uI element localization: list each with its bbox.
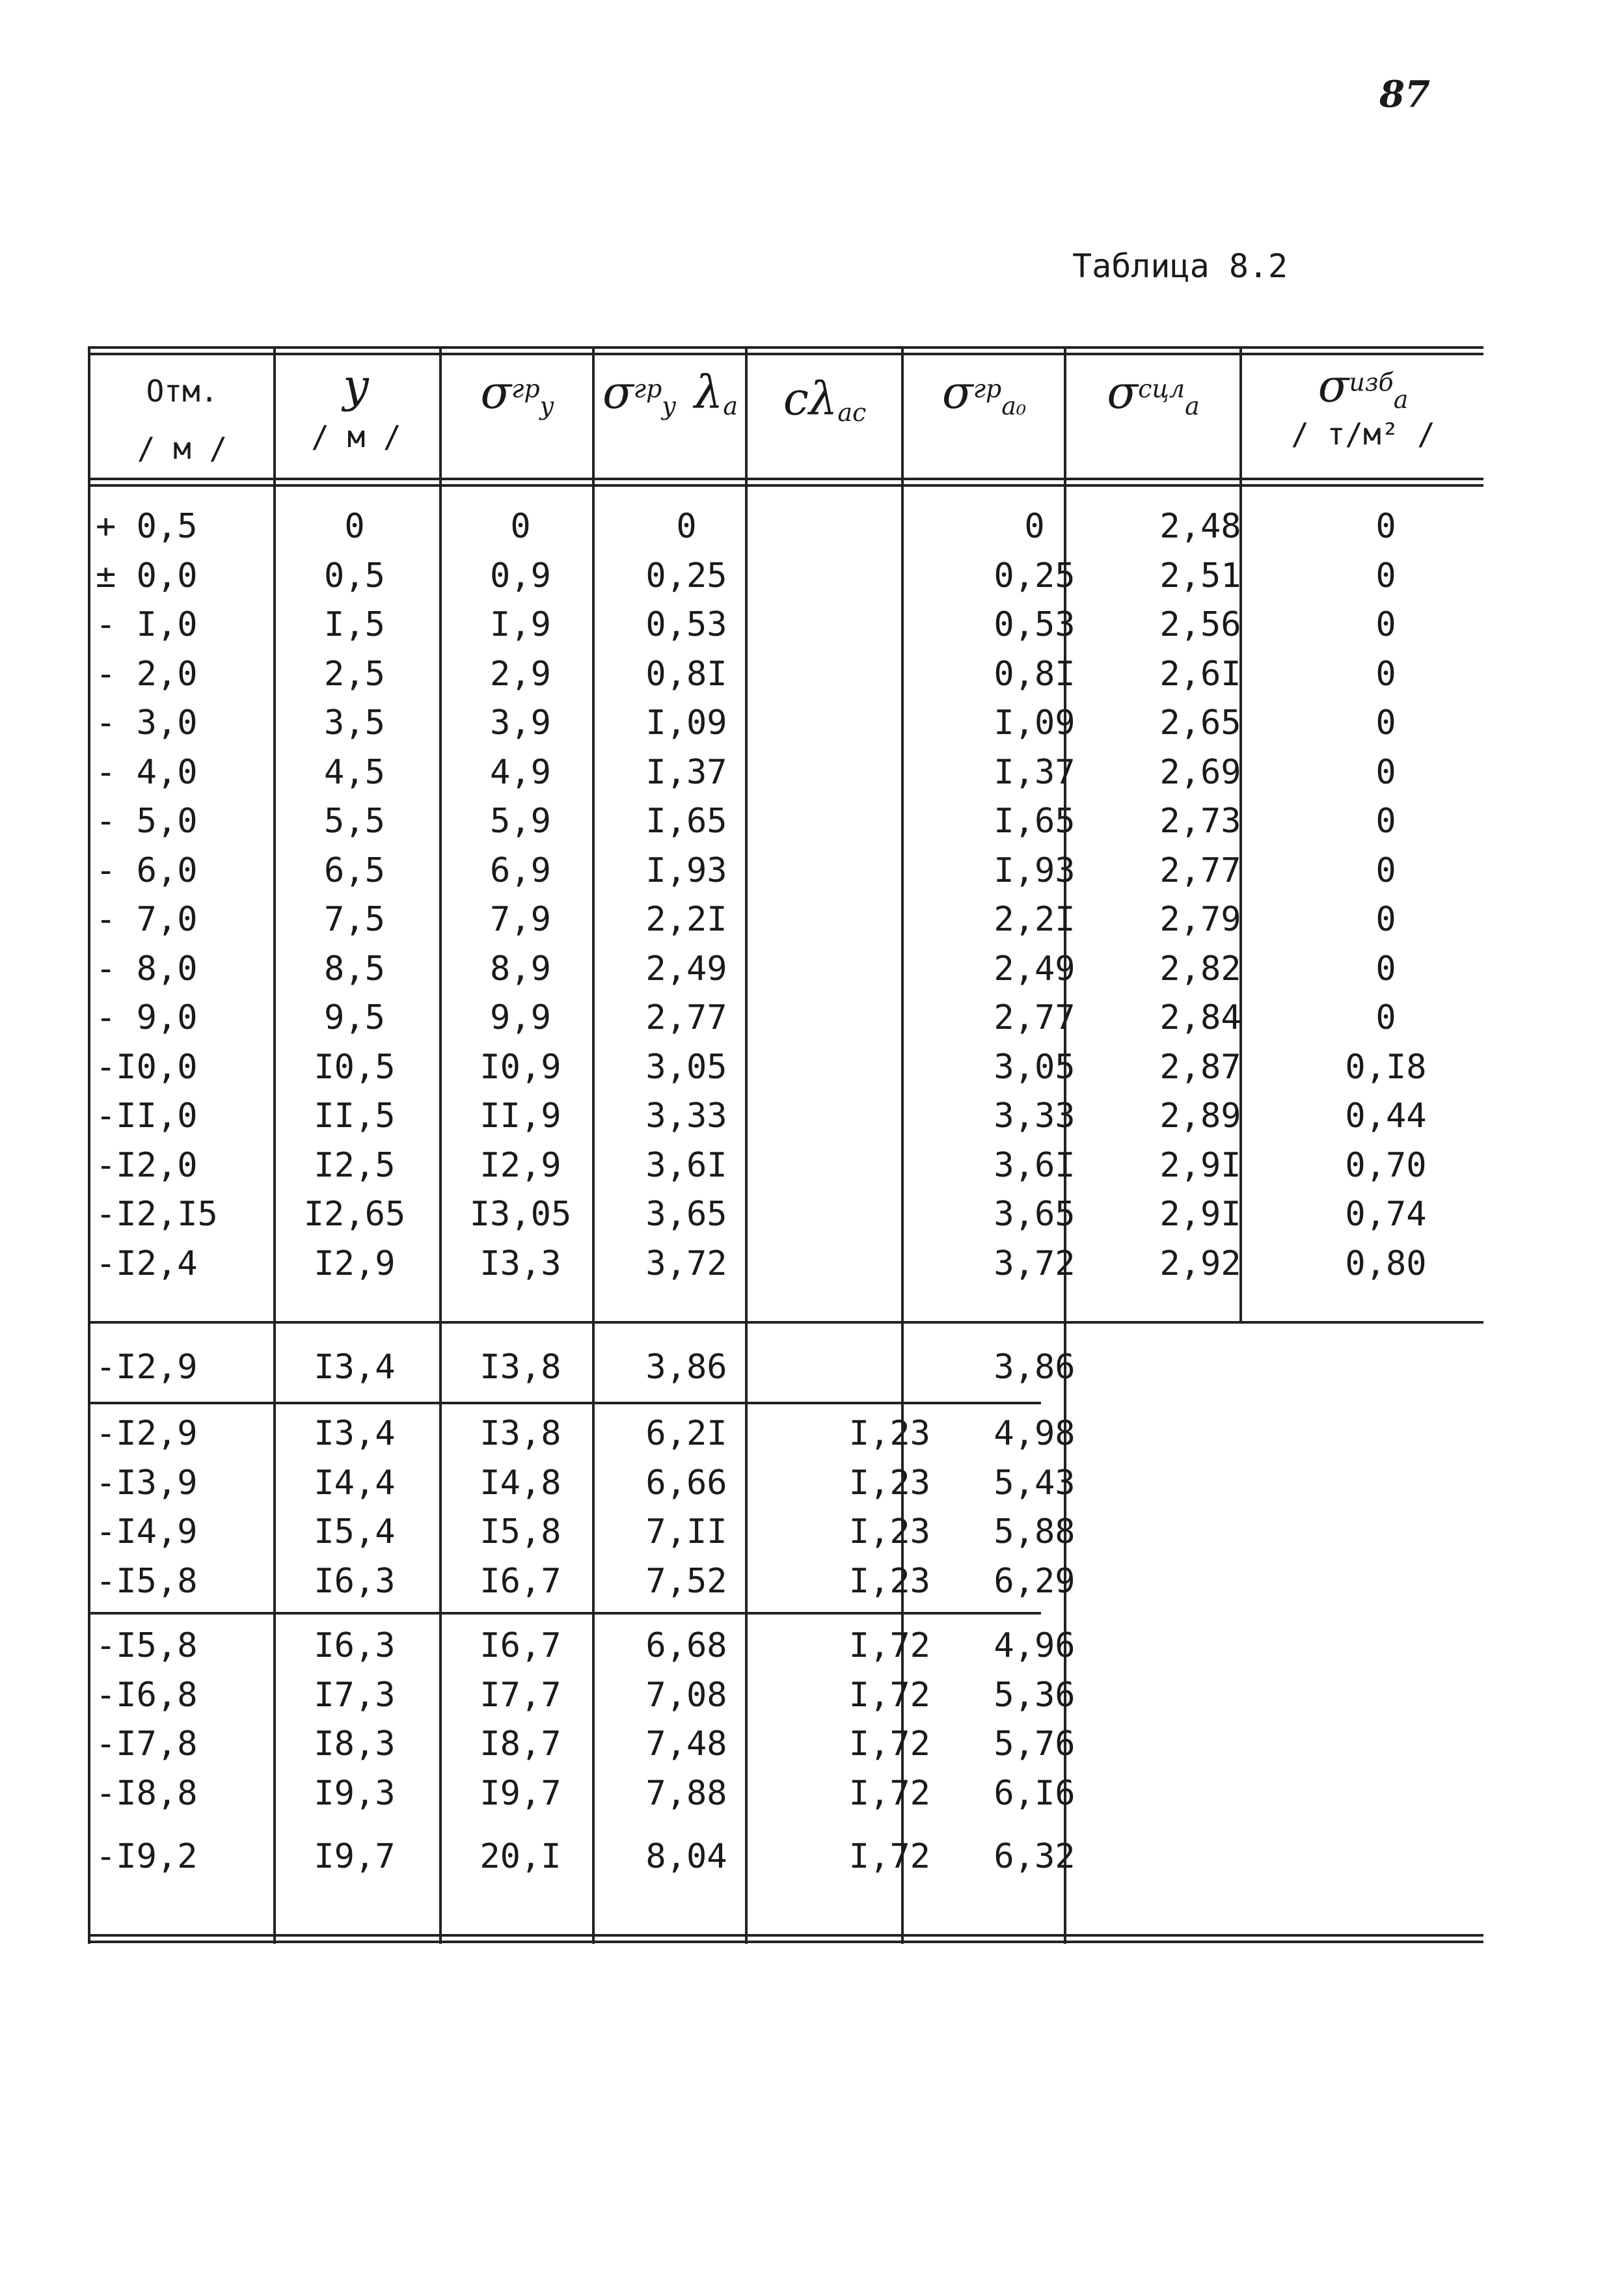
table-row bbox=[88, 699, 1483, 748]
table-cell bbox=[1298, 1410, 1474, 1458]
table-cell: 2,51 bbox=[1159, 556, 1241, 595]
table-cell: 2,77 bbox=[645, 998, 727, 1037]
header-depth bbox=[277, 359, 436, 454]
table-cell: - 3,0 bbox=[96, 703, 198, 743]
table-cell: 7,II bbox=[645, 1512, 727, 1551]
table-cell: 0,70 bbox=[1345, 1145, 1427, 1185]
table-cell: 7,48 bbox=[645, 1724, 727, 1764]
table-cell: 0 bbox=[1375, 900, 1396, 939]
table-cell: I,37 bbox=[994, 752, 1076, 792]
table-cell: 0,25 bbox=[994, 556, 1076, 595]
table-cell: + 0,5 bbox=[96, 507, 198, 546]
table-cell: 0,80 bbox=[1345, 1244, 1427, 1283]
table-cell: 3,72 bbox=[645, 1244, 727, 1283]
table-cell: 3,33 bbox=[645, 1097, 727, 1136]
header-sigma-y bbox=[442, 366, 592, 420]
header-sigma-sub: а bbox=[1185, 392, 1200, 421]
table-cell: 3,86 bbox=[645, 1348, 727, 1387]
table-cell: I,09 bbox=[645, 703, 727, 743]
table-cell: 0 bbox=[1375, 949, 1396, 988]
table-row bbox=[88, 1343, 1483, 1392]
table-cell bbox=[765, 601, 930, 649]
header-sigma-sup: изб bbox=[1349, 368, 1394, 397]
table-cell: I,9 bbox=[490, 605, 551, 644]
table-cell: 6,5 bbox=[324, 851, 385, 890]
header-depth-unit: / м / bbox=[311, 419, 401, 454]
table-top-rule bbox=[88, 346, 1483, 355]
table-cell: 0,53 bbox=[994, 605, 1076, 644]
header-sigma-symbol: σ bbox=[1318, 359, 1349, 413]
table-cell bbox=[1298, 1833, 1474, 1881]
table-cell: - 5,0 bbox=[96, 802, 198, 841]
header-units: / т/м² / bbox=[1291, 416, 1435, 452]
table-cell bbox=[1109, 1410, 1292, 1458]
table-cell: 2,92 bbox=[1159, 1244, 1241, 1283]
table-cell: 2,2I bbox=[994, 900, 1076, 939]
table-cell: 5,5 bbox=[324, 802, 385, 841]
table-cell: I,93 bbox=[645, 851, 727, 890]
table-cell: 3,65 bbox=[645, 1195, 727, 1234]
table-cell: II,5 bbox=[314, 1097, 396, 1136]
table-cell: 0,I8 bbox=[1345, 1047, 1427, 1087]
table-cell bbox=[765, 699, 930, 748]
table-cell bbox=[765, 748, 930, 797]
table-cell: 2,9I bbox=[1159, 1145, 1241, 1185]
table-cell: I,37 bbox=[645, 752, 727, 792]
table-cell: 2,2I bbox=[645, 900, 727, 939]
table-cell: 7,88 bbox=[645, 1773, 727, 1813]
header-elevation-label: Отм. bbox=[146, 374, 219, 409]
table-cell: I8,7 bbox=[480, 1724, 562, 1764]
table-cell: -I2,9 bbox=[96, 1348, 198, 1387]
header-depth-symbol: у bbox=[343, 359, 370, 413]
page-number: 87 bbox=[1379, 73, 1430, 116]
table-caption: Таблица 8.2 bbox=[1072, 247, 1288, 285]
table-cell: I,72 bbox=[848, 1837, 930, 1876]
table-cell: 7,5 bbox=[324, 900, 385, 939]
table-cell: 2,73 bbox=[1159, 802, 1241, 841]
table-cell: I,72 bbox=[848, 1675, 930, 1715]
table-row bbox=[88, 1557, 1483, 1606]
header-c-lambda bbox=[748, 372, 901, 427]
table-cell: 8,04 bbox=[645, 1837, 727, 1876]
table-cell: 2,49 bbox=[994, 949, 1076, 988]
header-sigma-sub: у bbox=[539, 392, 554, 421]
table-cell: 0 bbox=[1375, 851, 1396, 890]
table-cell: 0 bbox=[1375, 752, 1396, 792]
table-cell: I9,3 bbox=[314, 1773, 396, 1813]
header-sigma-sup: гр bbox=[511, 374, 540, 403]
header-lambda-symbol: λ bbox=[694, 366, 724, 419]
table-cell: 3,86 bbox=[994, 1348, 1076, 1387]
table-cell: 6,I6 bbox=[994, 1773, 1076, 1813]
table-cell: 3,9 bbox=[490, 703, 551, 743]
table-cell: 20,I bbox=[480, 1837, 562, 1876]
table-cell bbox=[1298, 1671, 1474, 1720]
table-cell: I,5 bbox=[324, 605, 385, 644]
table-cell bbox=[1298, 1769, 1474, 1818]
table-cell: 3,6I bbox=[994, 1145, 1076, 1185]
table-row bbox=[88, 1410, 1483, 1458]
table-cell: -I0,0 bbox=[96, 1047, 198, 1087]
table-cell: -I2,I5 bbox=[96, 1195, 218, 1234]
table-row bbox=[88, 994, 1483, 1043]
table-cell: I,23 bbox=[848, 1561, 930, 1601]
table-cell: -II,0 bbox=[96, 1097, 198, 1136]
table-cell: 3,6I bbox=[645, 1145, 727, 1185]
header-sigma-lambda bbox=[595, 366, 745, 420]
table-cell: I,65 bbox=[645, 802, 727, 841]
table-cell: 0,8I bbox=[994, 654, 1076, 694]
table-cell: -I3,9 bbox=[96, 1463, 198, 1503]
table-cell: 8,9 bbox=[490, 949, 551, 988]
table-cell: 2,6I bbox=[1159, 654, 1241, 694]
data-table bbox=[88, 346, 1483, 1944]
table-cell: I3,8 bbox=[480, 1414, 562, 1453]
table-cell: 2,5 bbox=[324, 654, 385, 694]
table-cell: 2,48 bbox=[1159, 507, 1241, 546]
table-cell: I7,3 bbox=[314, 1675, 396, 1715]
table-cell bbox=[765, 994, 930, 1043]
table-cell bbox=[765, 945, 930, 994]
table-cell: 4,98 bbox=[994, 1414, 1076, 1453]
table-cell: 6,2I bbox=[645, 1414, 727, 1453]
header-c-lambda-sub: ас bbox=[837, 398, 867, 428]
table-cell bbox=[1298, 1622, 1474, 1670]
table-cell: ± 0,0 bbox=[96, 556, 198, 595]
table-cell: 3,05 bbox=[645, 1047, 727, 1087]
table-row bbox=[88, 1622, 1483, 1670]
table-cell: -I6,8 bbox=[96, 1675, 198, 1715]
table-row bbox=[88, 1459, 1483, 1508]
table-cell: 7,9 bbox=[490, 900, 551, 939]
table-cell bbox=[1298, 1459, 1474, 1508]
table-cell: 0 bbox=[676, 507, 697, 546]
header-sigma-a0 bbox=[904, 366, 1064, 420]
table-cell bbox=[1298, 1343, 1474, 1392]
table-cell: 8,5 bbox=[324, 949, 385, 988]
table-cell: 0,44 bbox=[1345, 1097, 1427, 1136]
header-lambda-sub: а bbox=[723, 392, 738, 421]
table-cell: I,23 bbox=[848, 1463, 930, 1503]
table-cell: 0 bbox=[510, 507, 531, 546]
table-cell bbox=[765, 847, 930, 895]
table-cell: I6,3 bbox=[314, 1561, 396, 1601]
table-cell bbox=[765, 895, 930, 944]
table-row bbox=[88, 1720, 1483, 1769]
table-row bbox=[88, 1769, 1483, 1818]
table-cell: 0 bbox=[1375, 998, 1396, 1037]
table-cell: - 2,0 bbox=[96, 654, 198, 694]
table-row bbox=[88, 1092, 1483, 1141]
table-cell: II,9 bbox=[480, 1097, 562, 1136]
table-cell bbox=[1109, 1343, 1292, 1392]
table-cell: 0,8I bbox=[645, 654, 727, 694]
table-cell: 0 bbox=[1375, 703, 1396, 743]
table-cell: 2,77 bbox=[994, 998, 1076, 1037]
table-cell bbox=[765, 1092, 930, 1141]
table-cell bbox=[1298, 1508, 1474, 1557]
table-cell: 0,53 bbox=[645, 605, 727, 644]
table-cell: I,23 bbox=[848, 1512, 930, 1551]
table-cell: I2,9 bbox=[480, 1145, 562, 1185]
table-cell: 9,9 bbox=[490, 998, 551, 1037]
table-cell bbox=[765, 1240, 930, 1288]
table-row bbox=[88, 502, 1483, 551]
table-cell: -I7,8 bbox=[96, 1724, 198, 1764]
table-cell: 3,05 bbox=[994, 1047, 1076, 1087]
table-cell: 2,56 bbox=[1159, 605, 1241, 644]
table-cell: I,72 bbox=[848, 1773, 930, 1813]
header-sigma-sup: сцл bbox=[1138, 374, 1185, 403]
table-row bbox=[88, 748, 1483, 797]
header-sigma-symbol: σ bbox=[480, 366, 512, 419]
table-row bbox=[88, 797, 1483, 846]
group-divider bbox=[88, 1402, 1041, 1404]
table-cell: 0 bbox=[1375, 507, 1396, 546]
table-cell: 0,9 bbox=[490, 556, 551, 595]
table-cell: I3,4 bbox=[314, 1414, 396, 1453]
table-cell: 7,52 bbox=[645, 1561, 727, 1601]
table-cell: I0,5 bbox=[314, 1047, 396, 1087]
header-sigma-sub: а bbox=[1393, 385, 1409, 415]
table-cell: 5,9 bbox=[490, 802, 551, 841]
table-cell bbox=[765, 1343, 930, 1392]
table-cell bbox=[1109, 1622, 1292, 1670]
table-cell: 2,89 bbox=[1159, 1097, 1241, 1136]
table-cell: I2,5 bbox=[314, 1145, 396, 1185]
table-cell: - 9,0 bbox=[96, 998, 198, 1037]
table-cell bbox=[1298, 1720, 1474, 1769]
table-cell: 5,43 bbox=[994, 1463, 1076, 1503]
header-sigma-sub: а₀ bbox=[1001, 392, 1027, 421]
table-row bbox=[88, 847, 1483, 895]
header-sigma-scl bbox=[1067, 366, 1239, 420]
table-cell: 2,77 bbox=[1159, 851, 1241, 890]
table-cell: 0,25 bbox=[645, 556, 727, 595]
table-cell: -I9,2 bbox=[96, 1837, 198, 1876]
table-cell: I2,9 bbox=[314, 1244, 396, 1283]
table-cell: - 7,0 bbox=[96, 900, 198, 939]
table-cell: 0 bbox=[1375, 556, 1396, 595]
table-cell bbox=[765, 502, 930, 551]
table-cell: 2,65 bbox=[1159, 703, 1241, 743]
header-bottom-rule bbox=[88, 478, 1483, 487]
table-row bbox=[88, 945, 1483, 994]
table-cell: 6,29 bbox=[994, 1561, 1076, 1601]
table-cell: -I8,8 bbox=[96, 1773, 198, 1813]
table-row bbox=[88, 1508, 1483, 1557]
table-cell: I4,4 bbox=[314, 1463, 396, 1503]
table-row bbox=[88, 1240, 1483, 1288]
header-sigma-sup: гр bbox=[973, 374, 1002, 403]
table-cell: 0 bbox=[344, 507, 365, 546]
header-sigma-sup: гр bbox=[633, 374, 662, 403]
table-cell: 3,5 bbox=[324, 703, 385, 743]
table-cell: - 4,0 bbox=[96, 752, 198, 792]
table-cell bbox=[765, 1043, 930, 1092]
table-row bbox=[88, 1833, 1483, 1881]
table-cell: 6,68 bbox=[645, 1626, 727, 1665]
table-cell bbox=[765, 1190, 930, 1239]
table-cell: 0 bbox=[1024, 507, 1045, 546]
table-cell: 0,5 bbox=[324, 556, 385, 595]
table-cell: 5,36 bbox=[994, 1675, 1076, 1715]
table-cell: 3,33 bbox=[994, 1097, 1076, 1136]
group-divider bbox=[88, 1612, 1041, 1615]
header-c-lambda-symbol: cλ bbox=[783, 372, 838, 426]
table-cell: 5,88 bbox=[994, 1512, 1076, 1551]
table-cell: -I4,9 bbox=[96, 1512, 198, 1551]
table-cell: - 8,0 bbox=[96, 949, 198, 988]
table-cell: -I2,9 bbox=[96, 1414, 198, 1453]
table-cell: I3,05 bbox=[469, 1195, 572, 1234]
table-cell: 0 bbox=[1375, 654, 1396, 694]
header-sigma-symbol: σ bbox=[941, 366, 973, 419]
table-cell: 6,66 bbox=[645, 1463, 727, 1503]
table-row bbox=[88, 552, 1483, 601]
header-elevation bbox=[94, 374, 270, 466]
table-cell: I,93 bbox=[994, 851, 1076, 890]
table-cell: - I,0 bbox=[96, 605, 198, 644]
table-cell bbox=[765, 1141, 930, 1190]
table-cell: I3,3 bbox=[480, 1244, 562, 1283]
table-cell: I,09 bbox=[994, 703, 1076, 743]
table-cell: -I2,4 bbox=[96, 1244, 198, 1283]
header-sigma-symbol: σ bbox=[1107, 366, 1139, 419]
table-cell: I6,7 bbox=[480, 1626, 562, 1665]
table-cell: I9,7 bbox=[314, 1837, 396, 1876]
table-cell: - 6,0 bbox=[96, 851, 198, 890]
table-cell: 4,96 bbox=[994, 1626, 1076, 1665]
table-cell: -I5,8 bbox=[96, 1626, 198, 1665]
table-cell bbox=[765, 552, 930, 601]
table-cell: 6,32 bbox=[994, 1837, 1076, 1876]
table-cell: I4,8 bbox=[480, 1463, 562, 1503]
table-cell: 2,87 bbox=[1159, 1047, 1241, 1087]
table-cell: -I5,8 bbox=[96, 1561, 198, 1601]
table-row bbox=[88, 895, 1483, 944]
table-cell bbox=[765, 650, 930, 699]
table-cell: 4,5 bbox=[324, 752, 385, 792]
table-cell: 2,9 bbox=[490, 654, 551, 694]
table-cell: I8,3 bbox=[314, 1724, 396, 1764]
header-elevation-unit: / м / bbox=[137, 431, 228, 466]
table-row bbox=[88, 1671, 1483, 1720]
table-cell: I,23 bbox=[848, 1414, 930, 1453]
table-cell bbox=[1109, 1671, 1292, 1720]
table-cell: 0 bbox=[1375, 802, 1396, 841]
table-cell bbox=[1109, 1720, 1292, 1769]
table-cell: 3,65 bbox=[994, 1195, 1076, 1234]
table-cell: I5,4 bbox=[314, 1512, 396, 1551]
table-cell: 5,76 bbox=[994, 1724, 1076, 1764]
table-bottom-rule bbox=[88, 1934, 1483, 1943]
table-cell bbox=[1109, 1833, 1292, 1881]
table-cell: 6,9 bbox=[490, 851, 551, 890]
table-row bbox=[88, 1190, 1483, 1239]
group-divider bbox=[88, 1321, 1483, 1324]
table-cell: 3,72 bbox=[994, 1244, 1076, 1283]
table-cell: I,72 bbox=[848, 1724, 930, 1764]
table-cell: 0,74 bbox=[1345, 1195, 1427, 1234]
table-cell: I7,7 bbox=[480, 1675, 562, 1715]
table-cell: 0 bbox=[1375, 605, 1396, 644]
table-cell: I5,8 bbox=[480, 1512, 562, 1551]
table-cell: 2,69 bbox=[1159, 752, 1241, 792]
header-sigma-izb bbox=[1243, 359, 1483, 452]
table-cell: 4,9 bbox=[490, 752, 551, 792]
header-sigma-sub: у bbox=[662, 392, 677, 421]
table-cell: I0,9 bbox=[480, 1047, 562, 1087]
table-cell: I,65 bbox=[994, 802, 1076, 841]
table-cell: 7,08 bbox=[645, 1675, 727, 1715]
table-cell bbox=[1109, 1769, 1292, 1818]
table-cell: I2,65 bbox=[303, 1195, 406, 1234]
table-cell: 2,9I bbox=[1159, 1195, 1241, 1234]
table-cell bbox=[765, 797, 930, 846]
table-cell: I3,4 bbox=[314, 1348, 396, 1387]
table-cell: I,72 bbox=[848, 1626, 930, 1665]
table-cell: I6,3 bbox=[314, 1626, 396, 1665]
table-cell: 2,82 bbox=[1159, 949, 1241, 988]
table-cell bbox=[1298, 1557, 1474, 1606]
table-cell bbox=[1109, 1459, 1292, 1508]
table-cell: 2,84 bbox=[1159, 998, 1241, 1037]
table-cell: 9,5 bbox=[324, 998, 385, 1037]
table-cell bbox=[1109, 1508, 1292, 1557]
table-cell: I3,8 bbox=[480, 1348, 562, 1387]
header-sigma-symbol: σ bbox=[602, 366, 634, 419]
table-cell: I9,7 bbox=[480, 1773, 562, 1813]
table-row bbox=[88, 601, 1483, 649]
table-cell: 2,79 bbox=[1159, 900, 1241, 939]
table-row bbox=[88, 1043, 1483, 1092]
table-cell: -I2,0 bbox=[96, 1145, 198, 1185]
table-cell: 2,49 bbox=[645, 949, 727, 988]
table-row bbox=[88, 1141, 1483, 1190]
table-row bbox=[88, 650, 1483, 699]
table-cell: I6,7 bbox=[480, 1561, 562, 1601]
table-cell bbox=[1109, 1557, 1292, 1606]
